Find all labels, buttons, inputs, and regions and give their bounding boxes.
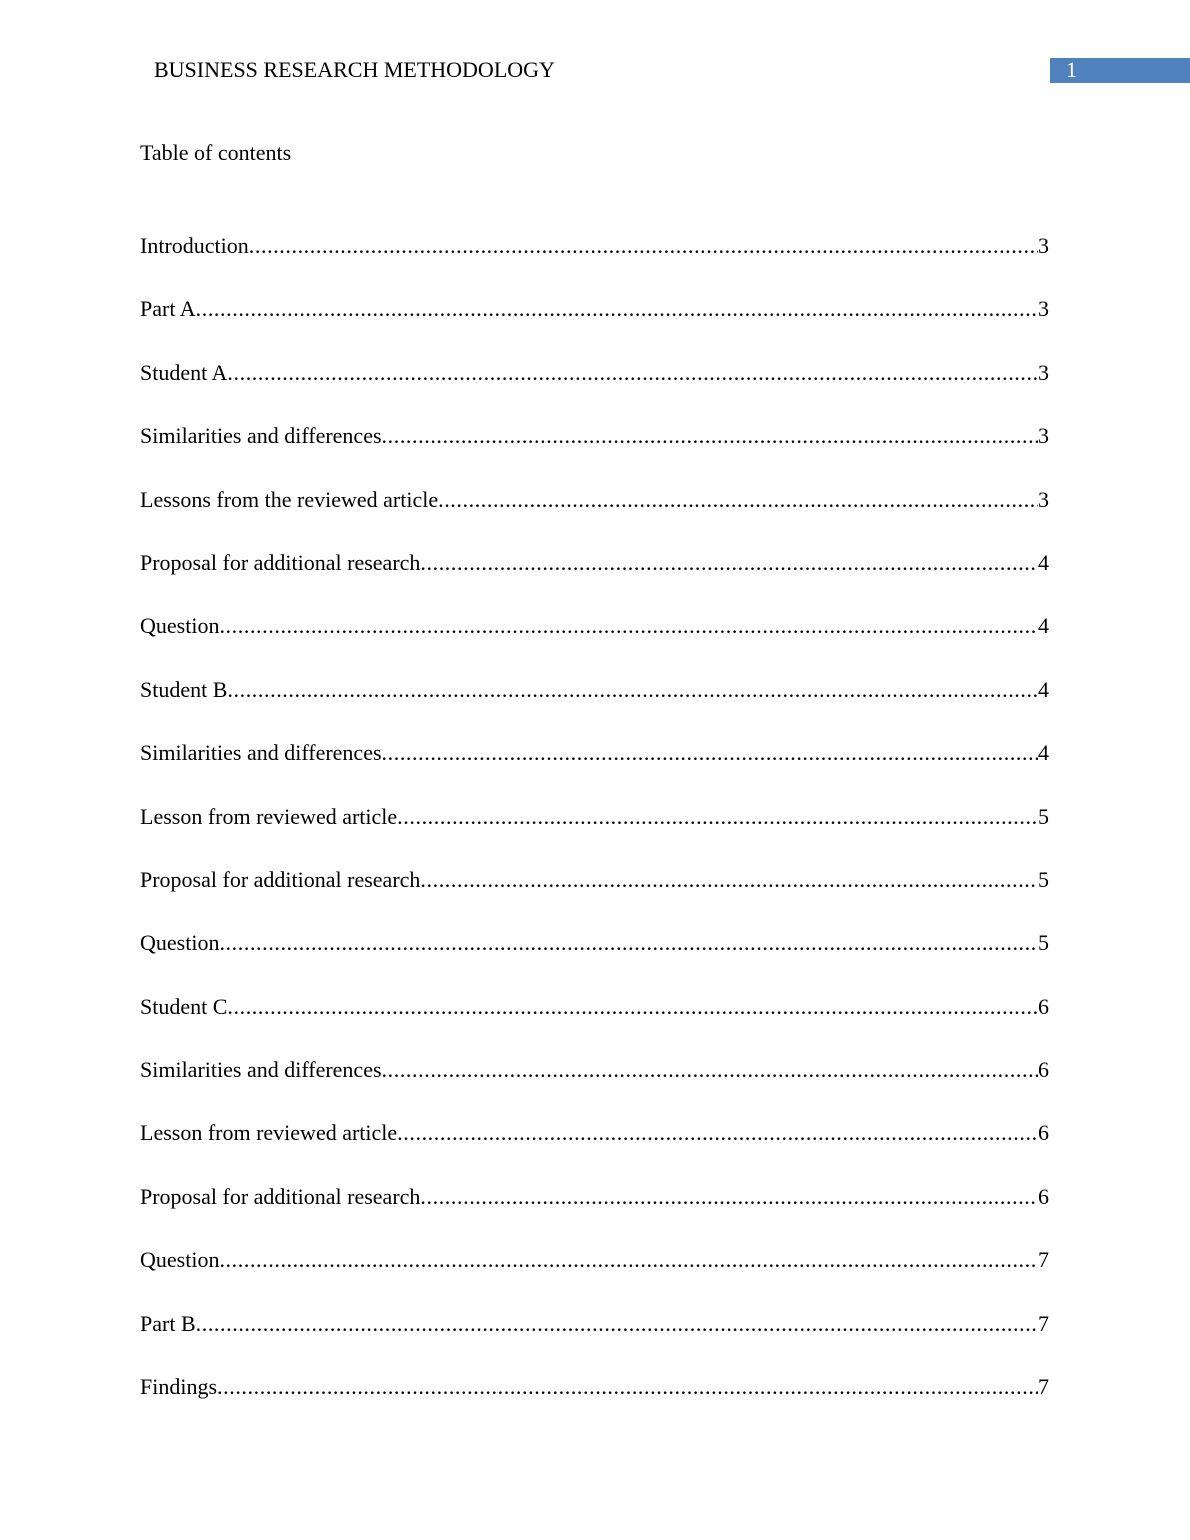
toc-dot-leader (382, 739, 1038, 767)
toc-entry-page: 3 (1038, 486, 1049, 512)
toc-dot-leader (382, 1056, 1038, 1084)
toc-dot-leader (420, 549, 1038, 577)
toc-entry-title: Student A (140, 359, 228, 385)
toc-entry-page: 5 (1038, 930, 1049, 956)
toc-entry-page: 3 (1038, 233, 1049, 258)
toc-entry[interactable] (140, 359, 1049, 422)
toc-entry[interactable] (140, 549, 1049, 612)
toc-entry-title: Findings (140, 1374, 218, 1400)
toc-entry-page: 6 (1038, 1120, 1049, 1146)
toc-entry-title: Proposal for additional research (140, 1183, 421, 1209)
toc-entry[interactable] (140, 929, 1049, 992)
toc-entry-page: 6 (1038, 1057, 1049, 1083)
toc-entry-page: 6 (1038, 1183, 1049, 1209)
toc-dot-leader (438, 486, 1038, 514)
toc-entry[interactable] (140, 232, 1049, 295)
toc-entry[interactable] (140, 1373, 1049, 1436)
toc-entry-page: 3 (1038, 359, 1049, 385)
toc-dot-leader (227, 359, 1038, 387)
toc-dot-leader (196, 295, 1038, 323)
toc-entry[interactable] (140, 422, 1049, 485)
toc-entry[interactable] (140, 486, 1049, 549)
toc-entry[interactable] (140, 612, 1049, 675)
running-header-title: BUSINESS RESEARCH METHODOLOGY (154, 57, 555, 82)
toc-dot-leader (397, 1119, 1038, 1147)
toc-dot-leader (219, 1246, 1038, 1274)
toc-entry-page: 5 (1038, 803, 1049, 829)
toc-entry-title: Introduction (140, 233, 249, 258)
toc-entry-title: Similarities and differences (140, 1057, 382, 1083)
toc-entry[interactable] (140, 1310, 1049, 1373)
page-number-badge (1050, 58, 1190, 83)
toc-entry-page: 7 (1038, 1374, 1049, 1400)
toc-entry-title: Question (140, 930, 220, 956)
toc-entry-title: Student C (140, 993, 228, 1019)
toc-entry-title: Student B (140, 676, 228, 702)
toc-entry-title: Question (140, 1247, 220, 1273)
toc-dot-leader (219, 929, 1038, 957)
toc-entry-page: 5 (1038, 866, 1049, 892)
toc-entry[interactable] (140, 1056, 1049, 1119)
toc-entry-title: Question (140, 613, 220, 639)
toc-dot-leader (397, 803, 1038, 831)
toc-entry-title: Part A (140, 296, 196, 322)
toc-entry-page: 4 (1038, 549, 1049, 575)
table-of-contents (140, 232, 1049, 1436)
page-number: 1 (1066, 57, 1077, 82)
toc-entry-title: Similarities and differences (140, 740, 382, 766)
toc-dot-leader (217, 1373, 1038, 1401)
toc-entry-page: 4 (1038, 740, 1049, 766)
toc-dot-leader (382, 422, 1038, 450)
toc-entry-page: 4 (1038, 676, 1049, 702)
toc-entry-page: 4 (1038, 613, 1049, 639)
toc-entry-title: Part B (140, 1310, 196, 1336)
toc-entry[interactable] (140, 993, 1049, 1056)
toc-entry[interactable] (140, 1119, 1049, 1182)
toc-entry[interactable] (140, 866, 1049, 929)
toc-entry-page: 6 (1038, 993, 1049, 1019)
toc-entry[interactable] (140, 295, 1049, 358)
toc-entry-title: Lessons from the reviewed article (140, 486, 439, 512)
toc-dot-leader (219, 612, 1038, 640)
toc-entry[interactable] (140, 739, 1049, 802)
toc-entry-title: Lesson from reviewed article (140, 1120, 398, 1146)
toc-dot-leader (227, 676, 1038, 704)
toc-entry[interactable] (140, 803, 1049, 866)
toc-entry-title: Proposal for additional research (140, 866, 421, 892)
toc-entry-page: 7 (1038, 1247, 1049, 1273)
toc-dot-leader (196, 1310, 1038, 1338)
toc-entry[interactable] (140, 676, 1049, 739)
toc-dot-leader (420, 1183, 1038, 1211)
toc-entry-title: Similarities and differences (140, 423, 382, 449)
toc-entry-title: Proposal for additional research (140, 549, 421, 575)
toc-entry-page: 3 (1038, 296, 1049, 322)
toc-entry-title: Lesson from reviewed article (140, 803, 398, 829)
toc-dot-leader (249, 232, 1038, 260)
toc-entry[interactable] (140, 1246, 1049, 1309)
toc-entry-page: 3 (1038, 423, 1049, 449)
toc-entry[interactable] (140, 1183, 1049, 1246)
toc-dot-leader (227, 993, 1038, 1021)
toc-heading: Table of contents (140, 140, 292, 165)
toc-dot-leader (420, 866, 1038, 894)
toc-entry-page: 7 (1038, 1310, 1049, 1336)
